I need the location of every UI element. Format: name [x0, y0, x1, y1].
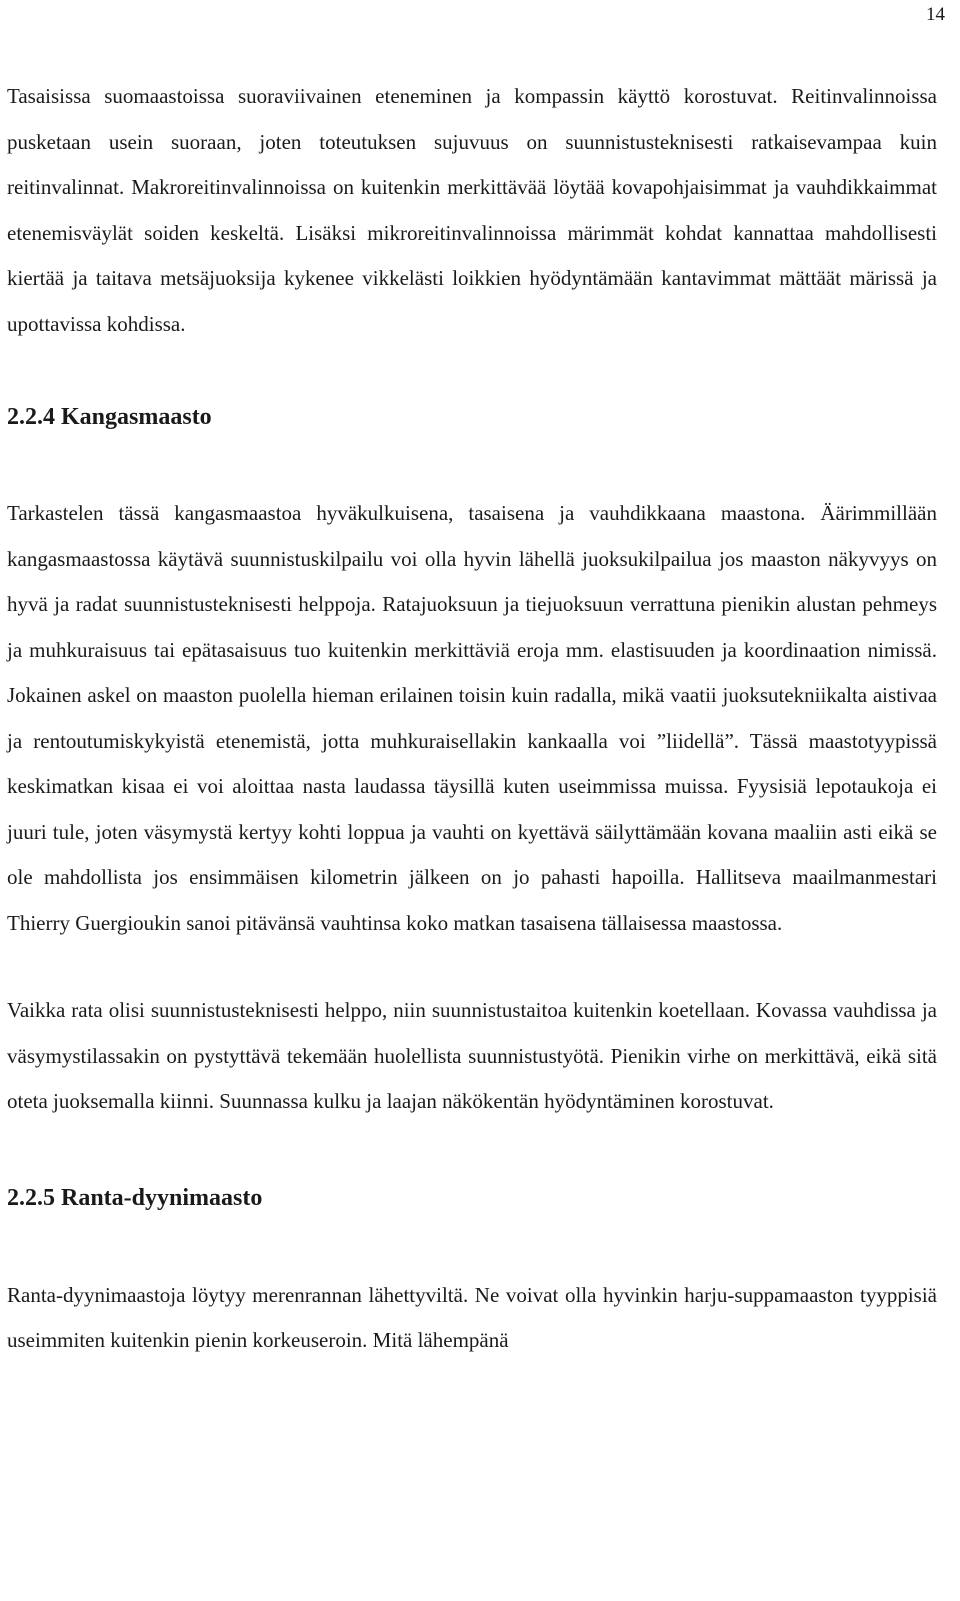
section-heading-kangasmaasto: 2.2.4 Kangasmaasto: [7, 404, 212, 430]
paragraph-kangasmaasto-technique: Vaikka rata olisi suunnistusteknisesti helppo, niin suunnistustaitoa kuitenkin koetellaan. Kovassa vauhdissa ja väsymystilassakin on pystyttävä tekemään huolellista suunnistustyötä. Pienikin virhe on merkittävä, eikä sitä oteta juoksemalla kiinni. Suunnassa kulku ja laajan näkökentän hyödyntäminen korostuvat.: [7, 998, 937, 1113]
paragraph-ranta-dyynimaasto: Ranta-dyynimaastoja löytyy merenrannan lähettyviltä. Ne voivat olla hyvinkin harju-suppamaaston tyyppisiä useimmiten kuitenkin pienin korkeuseroin. Mitä lähempänä: [7, 1282, 937, 1352]
section-heading-ranta-dyynimaasto: 2.2.5 Ranta-dyynimaasto: [7, 1184, 263, 1211]
paragraph-kangasmaasto-intro: Tarkastelen tässä kangasmaastoa hyväkulkuisena, tasaisena ja vauhdikkaana maastona. Äärimmillään kangasmaastossa käytävä suunnistuskilpailu voi olla hyvin lähellä juoksukilpailua jos maaston näkyvyys on hyvä ja radat suunnistusteknisesti helppoja. Ratajuoksuun ja tiejuoksuun verrattuna pienikin alustan pehmeys ja muhkuraisuus tai epätasaisuus tuo kuitenkin merkittäviä eroja mm. elastisuuden ja koordinaation nimissä. Jokainen askel on maaston puolella hieman erilainen toisin kuin radalla, mikä vaatii juoksutekniikalta aistivaa ja rentoutumiskykyistä etenemistä, jotta muhkuraisellakin kankaalla voi ”liidellä”. Tässä maastotyypissä keskimatkan kisaa ei voi aloittaa nasta laudassa täysillä kuten useimmissa muissa. Fyysisiä lepotaukoja ei juuri tule, joten väsymystä kertyy kohti loppua ja vauhti on kyettävä säilyttämään kovana maaliin asti eikä se ole mahdollista jos ensimmäisen kilometrin jälkeen on jo pahasti hapoilla. Hallitseva maailmanmestari Thierry Guergioukin sanoi pitävänsä vauhtinsa koko matkan tasaisena tällaisessa maastossa.: [7, 501, 937, 935]
document-body: [7, 74, 937, 1364]
page-number: 14: [926, 4, 945, 25]
paragraph-suomaasto: Tasaisissa suomaastoissa suoraviivainen eteneminen ja kompassin käyttö korostuvat. Reitinvalinnoissa pusketaan usein suoraan, joten toteutuksen sujuvuus on suunnistusteknisesti ratkaisevampaa kuin reitinvalinnat. Makroreitinvalinnoissa on kuitenkin merkittävää löytää kovapohjaisimmat ja vauhdikkaimmat etenemisväylät soiden keskeltä. Lisäksi mikroreitinvalinnoissa märimmät kohdat kannattaa mahdollisesti kiertää ja taitava metsäjuoksija kykenee vikkelästi loikkien hyödyntämään kantavimmat mättäät märissä ja upottavissa kohdissa.: [7, 84, 937, 336]
